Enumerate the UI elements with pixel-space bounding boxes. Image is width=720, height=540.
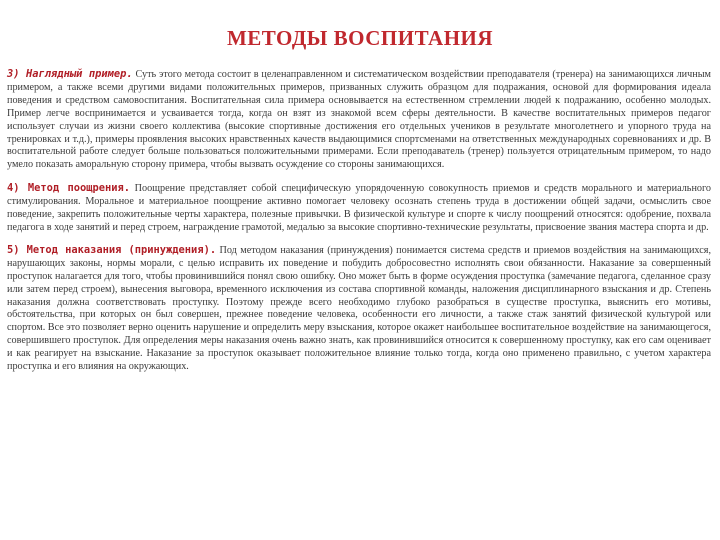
- section-heading-encouragement: 4) Метод поощрения.: [7, 182, 131, 195]
- slide-content: [7, 68, 711, 374]
- section-body-punishment: Под методом наказания (принуждения) понимается система средств и приемов воздействия на занимающихся, нарушающих законы, нормы морали, с целью исправить их поведение и побудить добросовестно исполнять свои обязанности. Наказание за совершенный проступок налагается для того, чтобы провинившийся понял свою ошибку. Оно может быть в форме осуждения проступка (замечание педагога, сделанное сразу или затем перед строем), вынесения выговора, временного исключения из состава спортивной команды, наложения дисциплинарного взыскания и др. Степень наказания должна соответствовать проступку. Поэтому прежде всего необходимо глубоко разобраться в существе проступка, выяснить его мотивы, обстоятельства, при которых он был совершен, прежнее поведение человека, особенности его личности, а также стаж занятий физической культурой или спортом. Все это позволяет верно оценить нарушение и определить меру взыскания, которое окажет наибольшее воспитательное воздействие на занимающегося, совершившего проступок. Для определения меры наказания очень важно знать, как провинившийся относится к совершенному проступку, как его сам оценивает и как реагирует на взыскание. Наказание за проступок оказывает положительное влияние только тогда, когда оно применено правильно, с учетом характера проступка и его влияния на окружающих.: [7, 244, 711, 373]
- section-heading-example: 3) Наглядный пример.: [7, 68, 133, 80]
- section-encouragement: [7, 182, 711, 235]
- section-body-encouragement: Поощрение представляет собой специфическую упорядоченную совокупность приемов и средств морального и материального стимулирования. Моральное и материальное поощрение активно помогает человеку осознать степень труда в достижении общей задачи, осмыслить свое поведение, закрепить положительные черты характера, полезные привычки. В физической культуре и спорте к числу поощрений относятся: одобрение, похвала педагога в ходе занятий и перед строем, награждение грамотой, медалью за высокие спортивно-технические результаты, присвоение звания мастера спорта и др.: [7, 183, 712, 233]
- section-example: [7, 68, 711, 172]
- slide-title: МЕТОДЫ ВОСПИТАНИЯ: [226, 26, 494, 50]
- section-body-example: Суть этого метода состоит в целенаправленном и систематическом воздействии преподавателя (тренера) на занимающихся личным примером, а также всеми другими видами положительных примеров, призванных служить образцом для подражания, основой для формирования идеала поведения и средством самовоспитания. Воспитательная сила примера основывается на естественном стремлении людей к подражанию, особенно молодых. Пример легче воспринимается и усваивается тогда, когда он взят из знакомой всем сферы деятельности. В качестве воспитательных примеров педагог использует случаи из жизни своего коллектива (высокие спортивные достижения его отдельных учеников в результате многолетнего и упорного труда на тренировках и т.д.), примеры проявления высоких нравственных качеств выдающимися спортсменами на ответственных международных соревнованиях и др. В воспитательной работе следует больше пользоваться положительными примерами. Если преподаватель (тренер) пользуется отрицательным примером, то надо умело показать аморальную сторону примера, чтобы вызвать осуждение со стороны занимающихся.: [7, 69, 711, 171]
- section-heading-punishment: 5) Метод наказания (принуждения).: [7, 243, 217, 256]
- section-punishment: [7, 244, 711, 374]
